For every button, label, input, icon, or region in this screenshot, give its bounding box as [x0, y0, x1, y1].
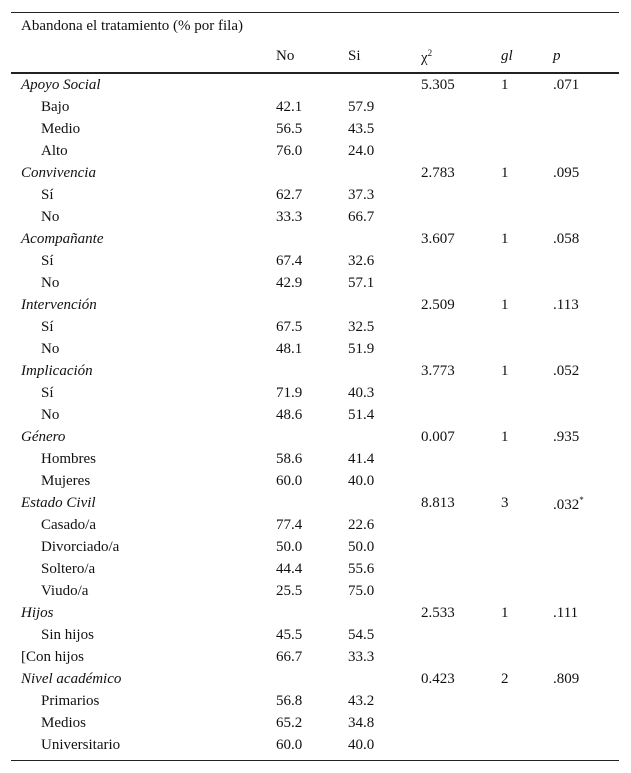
- row-label: Hijos: [21, 605, 54, 621]
- cell-no: 45.5: [276, 627, 303, 643]
- cell-si: 43.2: [348, 693, 375, 709]
- row-label: Hombres: [41, 451, 96, 467]
- cell-no: 76.0: [276, 143, 303, 159]
- cell-p: .052: [553, 363, 580, 379]
- cell-chi: 8.813: [421, 495, 455, 511]
- cell-chi: 5.305: [421, 77, 455, 93]
- table-row: [11, 382, 619, 404]
- cell-gl: 2: [501, 671, 509, 687]
- cell-chi: 2.783: [421, 165, 455, 181]
- cell-si: 75.0: [348, 583, 375, 599]
- cell-no: 62.7: [276, 187, 303, 203]
- cell-no: 67.5: [276, 319, 303, 335]
- group-row: [11, 668, 619, 690]
- cell-si: 57.1: [348, 275, 375, 291]
- row-label: Viudo/a: [41, 583, 89, 599]
- row-label: No: [41, 407, 60, 423]
- row-label: Sí: [41, 187, 54, 203]
- row-label: Medio: [41, 121, 81, 137]
- cell-gl: 1: [501, 297, 509, 313]
- cell-si: 24.0: [348, 143, 375, 159]
- cell-p: .095: [553, 165, 580, 181]
- row-label: No: [41, 341, 60, 357]
- cell-no: 77.4: [276, 517, 303, 533]
- group-row: [11, 602, 619, 624]
- cell-no: 48.1: [276, 341, 303, 357]
- table-row: [11, 734, 619, 756]
- row-label: [Con hijos: [21, 649, 84, 665]
- cell-no: 67.4: [276, 253, 303, 269]
- table-bottom-rule: [11, 760, 619, 761]
- cell-si: 51.4: [348, 407, 375, 423]
- row-label: Nivel académico: [21, 671, 122, 687]
- table-row: [11, 338, 619, 360]
- cell-chi: 3.607: [421, 231, 455, 247]
- header-chi: [421, 48, 432, 67]
- row-label: Divorciado/a: [41, 539, 120, 555]
- header-no: No: [276, 48, 295, 64]
- cell-gl: 1: [501, 363, 509, 379]
- cell-si: 55.6: [348, 561, 375, 577]
- row-label: Mujeres: [41, 473, 91, 489]
- cell-no: 58.6: [276, 451, 303, 467]
- table-row: [11, 558, 619, 580]
- cell-si: 66.7: [348, 209, 375, 225]
- table-row: [11, 448, 619, 470]
- cell-si: 50.0: [348, 539, 375, 555]
- row-label: Soltero/a: [41, 561, 96, 577]
- row-label: Sí: [41, 319, 54, 335]
- table-row: [11, 96, 619, 118]
- cell-si: 40.0: [348, 737, 375, 753]
- table-row: [11, 514, 619, 536]
- cell-gl: 3: [501, 495, 509, 511]
- table-row: [11, 118, 619, 140]
- cell-no: 60.0: [276, 473, 303, 489]
- header-si: Si: [348, 48, 361, 64]
- group-row: [11, 426, 619, 448]
- header-chi-sup: 2: [427, 48, 433, 58]
- row-label: Intervención: [21, 297, 97, 313]
- cell-chi: 2.533: [421, 605, 455, 621]
- table-row: [11, 690, 619, 712]
- cell-p: .935: [553, 429, 580, 445]
- cell-no: 48.6: [276, 407, 303, 423]
- header-chi-symbol: χ: [421, 50, 428, 66]
- table-row: [11, 206, 619, 228]
- row-label: Estado Civil: [21, 495, 96, 511]
- row-label: Universitario: [41, 737, 121, 753]
- group-row: [11, 228, 619, 250]
- table-caption: Abandona el tratamiento (% por fila): [21, 18, 243, 34]
- row-label: Sí: [41, 253, 54, 269]
- cell-si: 54.5: [348, 627, 375, 643]
- cell-p: .058: [553, 231, 580, 247]
- group-row: [11, 162, 619, 184]
- cell-no: 71.9: [276, 385, 303, 401]
- row-label: Medios: [41, 715, 86, 731]
- header-p: p: [553, 48, 561, 64]
- group-row: [11, 294, 619, 316]
- cell-no: 56.5: [276, 121, 303, 137]
- cell-no: 42.1: [276, 99, 303, 115]
- cell-si: 41.4: [348, 451, 375, 467]
- cell-no: 60.0: [276, 737, 303, 753]
- table-row: [11, 184, 619, 206]
- cell-si: 34.8: [348, 715, 375, 731]
- table-row: [11, 712, 619, 734]
- table-top-rule: [11, 12, 619, 13]
- cell-no: 44.4: [276, 561, 303, 577]
- cell-si: 32.5: [348, 319, 375, 335]
- row-label: Sin hijos: [41, 627, 94, 643]
- row-label: Apoyo Social: [21, 77, 101, 93]
- cell-no: 25.5: [276, 583, 303, 599]
- cell-no: 56.8: [276, 693, 303, 709]
- row-label: Alto: [41, 143, 68, 159]
- row-label: Casado/a: [41, 517, 96, 533]
- row-label: Género: [21, 429, 66, 445]
- cell-no: 66.7: [276, 649, 303, 665]
- table-row: [11, 316, 619, 338]
- row-label: Convivencia: [21, 165, 96, 181]
- cell-si: 37.3: [348, 187, 375, 203]
- cell-si: 40.3: [348, 385, 375, 401]
- table-row: [11, 580, 619, 602]
- group-row: [11, 492, 619, 514]
- cell-si: 57.9: [348, 99, 375, 115]
- table-row: [11, 250, 619, 272]
- cell-gl: 1: [501, 231, 509, 247]
- cell-gl: 1: [501, 77, 509, 93]
- cell-no: 65.2: [276, 715, 303, 731]
- row-label: No: [41, 209, 60, 225]
- row-label: Implicación: [21, 363, 93, 379]
- cell-p: .032*: [553, 495, 584, 513]
- table-row: [11, 470, 619, 492]
- cell-si: 43.5: [348, 121, 375, 137]
- table-row: [11, 646, 619, 668]
- cell-si: 40.0: [348, 473, 375, 489]
- cell-si: 32.6: [348, 253, 375, 269]
- cell-gl: 1: [501, 605, 509, 621]
- cell-si: 33.3: [348, 649, 375, 665]
- group-row: [11, 360, 619, 382]
- group-row: [11, 74, 619, 96]
- row-label: No: [41, 275, 60, 291]
- cell-chi: 0.007: [421, 429, 455, 445]
- cell-p: .071: [553, 77, 580, 93]
- cell-no: 42.9: [276, 275, 303, 291]
- cell-chi: 3.773: [421, 363, 455, 379]
- row-label: Acompañante: [21, 231, 104, 247]
- cell-no: 33.3: [276, 209, 303, 225]
- row-label: Bajo: [41, 99, 70, 115]
- row-label: Primarios: [41, 693, 100, 709]
- cell-no: 50.0: [276, 539, 303, 555]
- cell-gl: 1: [501, 165, 509, 181]
- cell-si: 22.6: [348, 517, 375, 533]
- cell-chi: 0.423: [421, 671, 455, 687]
- table-row: [11, 536, 619, 558]
- cell-p: .809: [553, 671, 580, 687]
- header-gl: gl: [501, 48, 513, 64]
- cell-si: 51.9: [348, 341, 375, 357]
- table-row: [11, 624, 619, 646]
- cell-gl: 1: [501, 429, 509, 445]
- table-row: [11, 404, 619, 426]
- significance-marker: *: [579, 495, 584, 505]
- cell-p: .111: [553, 605, 579, 621]
- cell-p: .113: [553, 297, 579, 313]
- table-row: [11, 140, 619, 162]
- row-label: Sí: [41, 385, 54, 401]
- table-row: [11, 272, 619, 294]
- cell-chi: 2.509: [421, 297, 455, 313]
